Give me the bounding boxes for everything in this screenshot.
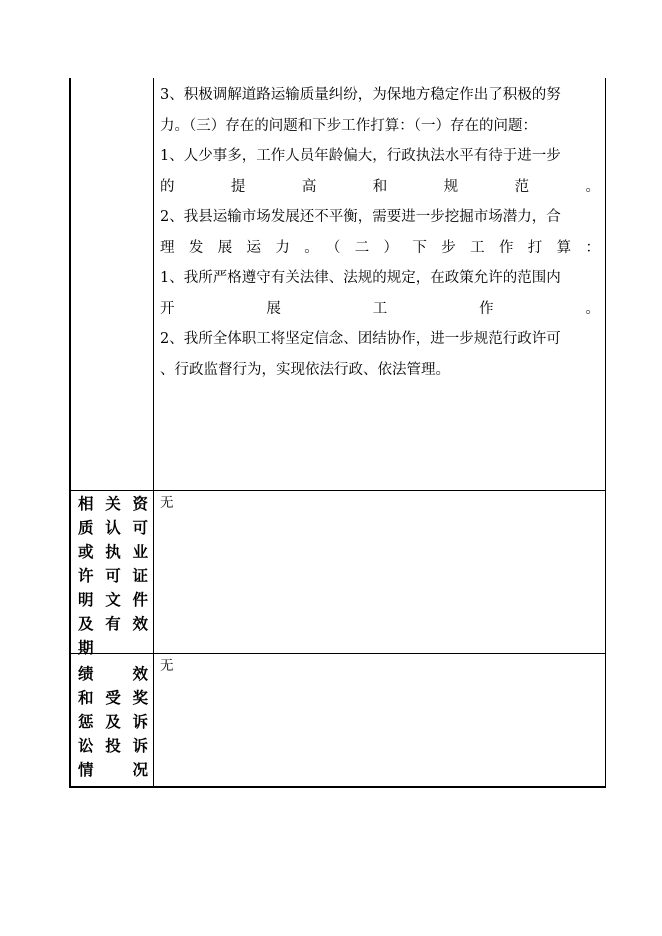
- label-row: 相关资: [78, 495, 148, 513]
- awards-value: 无: [160, 658, 174, 674]
- report-line: 、行政监督行为，实现依法行政、依法管理。: [160, 361, 450, 378]
- label-row: 明文件: [78, 591, 148, 609]
- label-row: 和受奖: [78, 689, 148, 707]
- report-line: 3、积极调解道路运输质量纠纷，为保地方稳定作出了积极的努: [160, 87, 561, 103]
- awards-label: [78, 662, 148, 782]
- table-bottom-border: [69, 786, 606, 788]
- report-line: 1、我所严格遵守有关法律、法规的规定，在政策允许的范围内: [160, 270, 561, 286]
- label-row: 许可证: [78, 567, 148, 585]
- report-text: [160, 80, 600, 385]
- report-line: 2、我县运输市场发展还不平衡，需要进一步挖掘市场潜力，合: [160, 209, 561, 225]
- qualification-value: 无: [160, 495, 174, 511]
- label-row: 惩及诉: [78, 713, 148, 731]
- table-column-divider: [153, 78, 154, 788]
- report-line: 力。（三）存在的问题和下步工作打算：（一）存在的问题：: [160, 117, 537, 134]
- qualification-label: [78, 492, 148, 660]
- table-right-border: [605, 78, 606, 788]
- report-line: 的 提 高 和 规 范 。: [160, 178, 600, 195]
- table-left-border: [69, 78, 71, 788]
- report-line: 2、我所全体职工将坚定信念、团结协作，进一步规范行政许可: [160, 331, 561, 347]
- label-row: 期: [78, 639, 94, 657]
- row-divider-2: [69, 653, 606, 654]
- report-line: 开 展 工 作 。: [160, 300, 600, 317]
- report-line: 1、人少事多，工作人员年龄偏大，行政执法水平有待于进一步: [160, 148, 561, 164]
- label-row: 绩 效: [78, 665, 148, 683]
- report-line: 理发展运力。（二）下步工作打算：: [160, 239, 600, 256]
- row-divider-1: [69, 490, 606, 491]
- label-row: 讼投诉: [78, 737, 148, 755]
- label-row: 情 况: [78, 761, 148, 779]
- label-row: 及有效: [78, 615, 148, 633]
- label-row: 质认可: [78, 519, 148, 537]
- label-row: 或执业: [78, 543, 148, 561]
